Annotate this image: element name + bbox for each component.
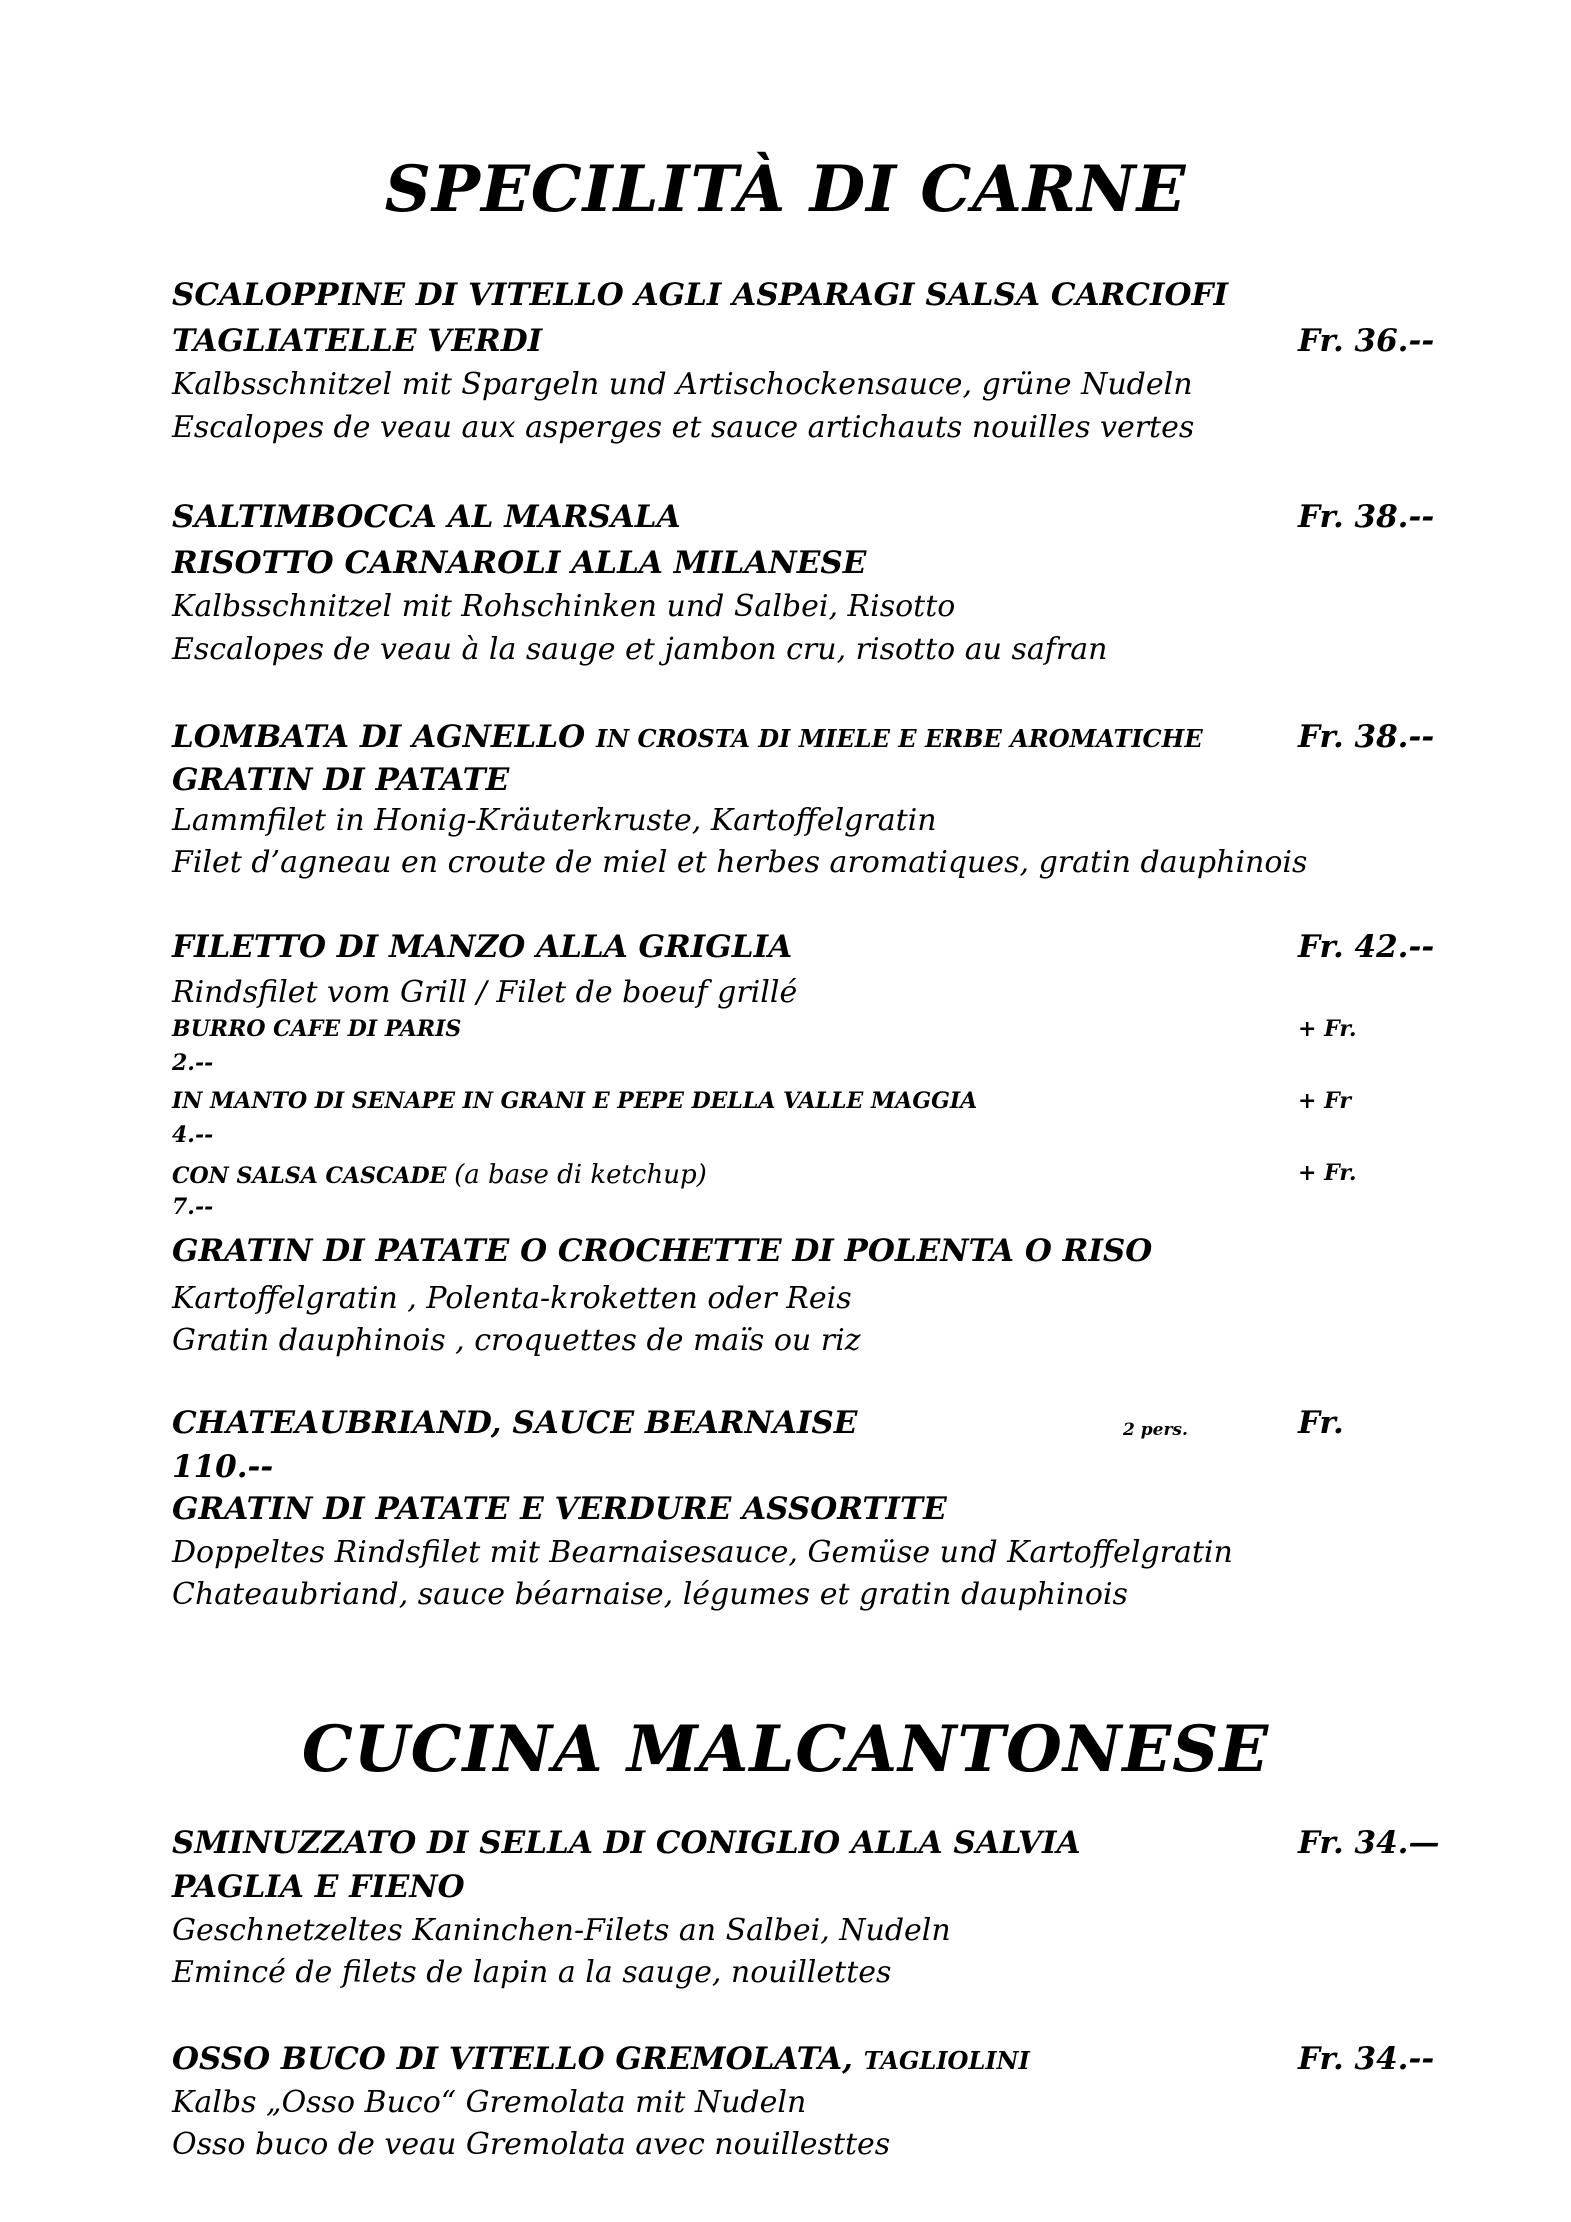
dish-price: Fr. 42.--	[1298, 929, 1435, 965]
dish-name: SMINUZZATO DI SELLA DI CONIGLIO ALLA SALVIA	[172, 1825, 1081, 1861]
dish-price: Fr.	[1298, 1405, 1344, 1441]
dish-price: Fr. 34.—	[1298, 1825, 1440, 1861]
dish-description-de: Kalbsschnitzel mit Spargeln und Artischockensauce, grüne Nudeln	[172, 367, 1193, 402]
extra-option-price-wrap: 7.--	[172, 1194, 214, 1220]
dish-name-main: OSSO BUCO DI VITELLO GREMOLATA,	[172, 2041, 853, 2077]
dish-side: GRATIN DI PATATE	[172, 762, 510, 798]
extra-option-label	[172, 1162, 707, 1188]
dish-description-de: Kalbsschnitzel mit Rohschinken und Salbei, Risotto	[172, 589, 956, 624]
dish-description-fr: Filet d’agneau en croute de miel et herbes aromatiques, gratin dauphinois	[172, 845, 1308, 880]
dish-side: GRATIN DI PATATE E VERDURE ASSORTITE	[172, 1491, 947, 1527]
section-title-malcantonese: CUCINA MALCANTONESE	[301, 1712, 1270, 1787]
extra-option-price: + Fr.	[1298, 1016, 1357, 1042]
dish-price: Fr. 34.--	[1298, 2041, 1435, 2077]
dish-name: CHATEAUBRIAND, SAUCE BEARNAISE	[172, 1405, 858, 1441]
dish-description-fr: Escalopes de veau à la sauge et jambon cru, risotto au safran	[172, 632, 1108, 667]
extra-option-price-wrap: 4.--	[172, 1122, 214, 1148]
dish-name-detail: IN CROSTA DI MIELE E ERBE AROMATICHE	[595, 724, 1203, 753]
extra-option-label: IN MANTO DI SENAPE IN GRANI E PEPE DELLA VALLE MAGGIA	[172, 1088, 978, 1114]
dish-description-fr: Emincé de filets de lapin a la sauge, nouillettes	[172, 1955, 892, 1990]
extra-option-note: (a base di ketchup)	[454, 1160, 707, 1190]
section-title-carne: SPECILITÀ DI CARNE	[384, 152, 1187, 227]
dish-description: Rindsfilet vom Grill / Filet de boeuf grillé	[172, 975, 798, 1010]
extra-option-price: + Fr.	[1298, 1160, 1357, 1186]
dish-name: TAGLIATELLE VERDI	[172, 323, 543, 359]
dish-price: Fr. 38.--	[1298, 719, 1435, 755]
extra-option-name: CON SALSA CASCADE	[172, 1163, 447, 1189]
dish-description-de: Geschnetzeltes Kaninchen-Filets an Salbei, Nudeln	[172, 1913, 951, 1948]
dish-description-de: Kartoffelgratin , Polenta-kroketten oder Reis	[172, 1281, 852, 1316]
dish-name: FILETTO DI MANZO ALLA GRIGLIA	[172, 929, 793, 965]
dish-description-de: Doppeltes Rindsfilet mit Bearnaisesauce, Gemüse und Kartoffelgratin	[172, 1535, 1233, 1570]
dish-name: RISOTTO CARNAROLI ALLA MILANESE	[172, 545, 867, 581]
dish-price: Fr. 36.--	[1298, 323, 1435, 359]
dish-price-wrap: 110.--	[172, 1449, 274, 1485]
extra-option-label: BURRO CAFE DI PARIS	[172, 1016, 462, 1042]
dish-description-fr: Gratin dauphinois , croquettes de maïs ou riz	[172, 1323, 861, 1358]
dish-name: PAGLIA E FIENO	[172, 1869, 465, 1905]
dish-description-fr: Osso buco de veau Gremolata avec nouillesttes	[172, 2127, 891, 2162]
dish-description-de: Lammfilet in Honig-Kräuterkruste, Kartoffelgratin	[172, 803, 937, 838]
dish-price: Fr. 38.--	[1298, 499, 1435, 535]
extra-option-price-wrap: 2.--	[172, 1050, 214, 1076]
dish-side: GRATIN DI PATATE O CROCHETTE DI POLENTA O RISO	[172, 1233, 1153, 1269]
persons-note: 2 pers.	[1123, 1420, 1188, 1440]
dish-name: SCALOPPINE DI VITELLO AGLI ASPARAGI SALSA CARCIOFI	[172, 277, 1228, 313]
dish-name	[172, 719, 1203, 755]
dish-description-fr: Escalopes de veau aux asperges et sauce artichauts nouilles vertes	[172, 410, 1195, 445]
dish-name-main: LOMBATA DI AGNELLO	[172, 719, 586, 755]
dish-name: SALTIMBOCCA AL MARSALA	[172, 499, 681, 535]
dish-description-fr: Chateaubriand, sauce béarnaise, légumes et gratin dauphinois	[172, 1577, 1128, 1612]
dish-name-detail: TAGLIOLINI	[863, 2046, 1030, 2075]
extra-option-price: + Fr	[1298, 1088, 1351, 1114]
dish-description-de: Kalbs „Osso Buco“ Gremolata mit Nudeln	[172, 2085, 807, 2120]
dish-name	[172, 2041, 1030, 2077]
